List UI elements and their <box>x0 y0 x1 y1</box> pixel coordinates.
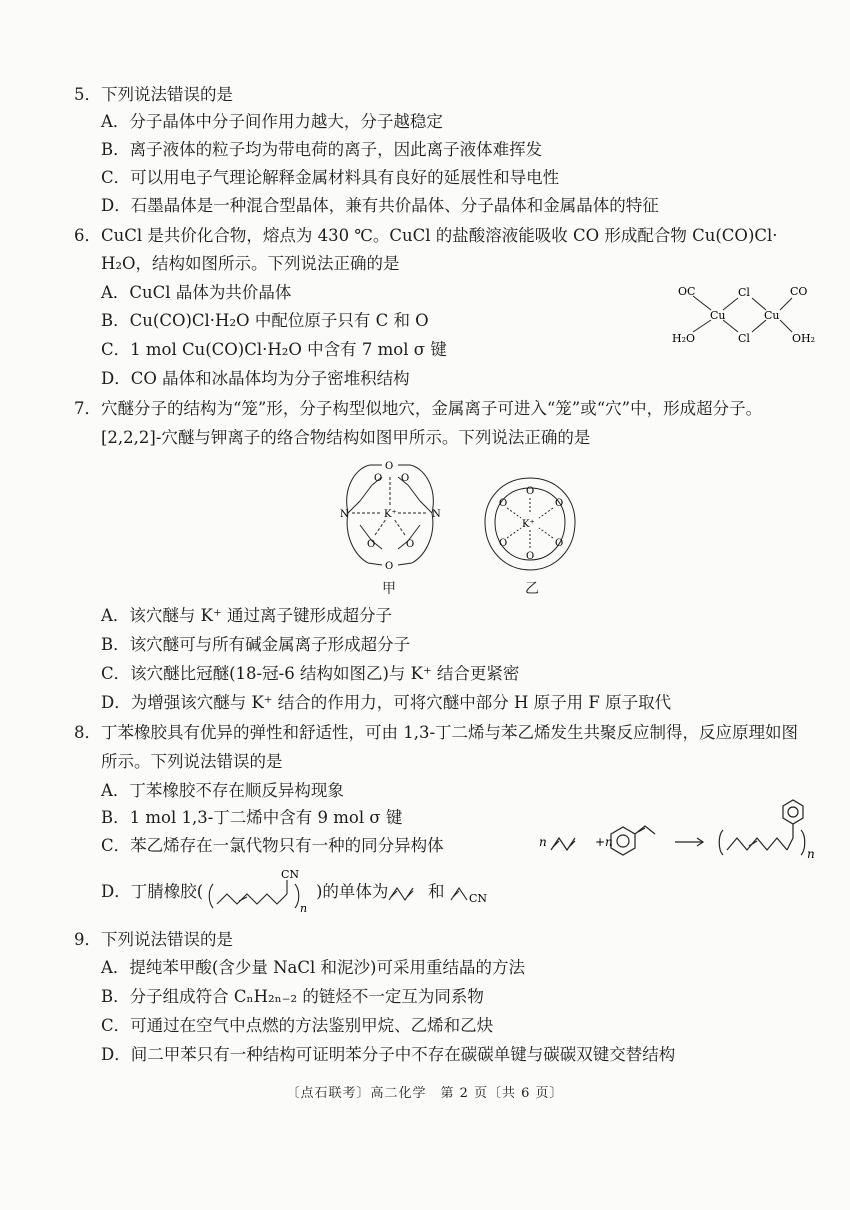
q6-option-c: C．1 mol Cu(CO)Cl·H₂O 中含有 7 mol σ 键 <box>101 340 447 359</box>
crown-ether-figure <box>475 470 585 580</box>
q9-stem: 9．下列说法错误的是 <box>74 930 233 949</box>
crown-o5: O <box>555 538 564 549</box>
cl-top-label: Cl <box>738 286 750 299</box>
q7-option-b: B．该穴醚可与所有碱金属离子形成超分子 <box>101 635 411 654</box>
q6-option-d: D．CO 晶体和冰晶体均为分子密堆积结构 <box>101 369 410 388</box>
cryptand-o6: O <box>385 561 394 572</box>
acrylonitrile-cn-label: CN <box>469 892 488 905</box>
h2o-left-label: H₂O <box>672 332 696 345</box>
q5-option-d: D．石墨晶体是一种混合型晶体，兼有共价晶体、分子晶体和金属晶体的特征 <box>101 196 659 215</box>
q7-option-a: A．该穴醚与 K⁺ 通过离子键形成超分子 <box>101 606 392 625</box>
crown-o6: O <box>526 551 535 562</box>
page-footer: 〔点石联考〕高二化学 第 2 页〔共 6 页〕 <box>286 1086 564 1101</box>
n-coefficient-styrene: +n <box>595 835 613 849</box>
q5-stem: 5．下列说法错误的是 <box>74 85 233 104</box>
n-subscript-polymer: n <box>807 847 815 861</box>
butadiene-monomer <box>385 882 425 904</box>
q9-option-a: A．提纯苯甲酸(含少量 NaCl 和泥沙)可采用重结晶的方法 <box>101 958 525 977</box>
cl-bottom-label: Cl <box>738 332 750 345</box>
cu-left-label: Cu <box>710 309 726 322</box>
oh2-right-label: OH₂ <box>792 332 816 345</box>
q9-option-d: D．间二甲苯只有一种结构可证明苯分子中不存在碳碳单键与碳碳双键交替结构 <box>101 1045 676 1064</box>
q8-option-b: B．1 mol 1,3-丁二烯中含有 9 mol σ 键 <box>101 808 403 827</box>
cryptand-o5: O <box>406 539 415 550</box>
q8-stem-line1: 8．丁苯橡胶具有优异的弹性和舒适性，可由 1,3-丁二烯与苯乙烯发生共聚反应制得，反应原理如图 <box>74 723 799 742</box>
nitrile-cn-label: CN <box>281 868 300 881</box>
nitrile-rubber-structure <box>205 866 317 916</box>
cu-right-label: Cu <box>764 309 780 322</box>
figure-yi-label: 乙 <box>525 581 539 597</box>
crown-o4: O <box>499 538 508 549</box>
cu-complex-structure <box>668 280 828 350</box>
copolymerization-scheme <box>535 780 825 870</box>
cryptand-o2: O <box>374 473 383 484</box>
co-label: CO <box>790 285 808 298</box>
q5-option-c: C．可以用电子气理论解释金属材料具有良好的延展性和导电性 <box>101 168 560 187</box>
q8-option-d-and: 和 <box>428 882 445 901</box>
crown-o1: O <box>526 486 535 497</box>
nitrile-n-subscript: n <box>300 902 308 915</box>
q7-stem-line1: 7．穴醚分子的结构为“笼”形，分子构型似地穴，金属离子可进入“笼”或“穴”中，形成超分子。 <box>74 399 763 418</box>
cryptand-o4: O <box>367 539 376 550</box>
acrylonitrile-monomer <box>447 880 497 906</box>
cryptand-o1: O <box>385 461 394 472</box>
q6-option-a: A．CuCl 晶体为共价晶体 <box>101 283 292 302</box>
q8-option-d-suffix: )的单体为 <box>316 882 389 901</box>
cryptand-n-right: N <box>432 509 441 520</box>
q8-option-a: A．丁苯橡胶不存在顺反异构现象 <box>101 781 344 800</box>
q9-option-c: C．可通过在空气中点燃的方法鉴别甲烷、乙烯和乙炔 <box>101 1016 494 1035</box>
q5-option-a: A．分子晶体中分子间作用力越大，分子越稳定 <box>101 112 443 131</box>
q6-stem-line2: H₂O，结构如图所示。下列说法正确的是 <box>101 254 400 273</box>
crown-o3: O <box>555 498 564 509</box>
oc-label: OC <box>678 285 696 298</box>
cryptand-figure <box>330 455 450 575</box>
cryptand-n-left: N <box>340 509 349 520</box>
crown-o2: O <box>499 498 508 509</box>
q8-option-d-prefix: D．丁腈橡胶( <box>101 882 204 901</box>
cryptand-k: K⁺ <box>384 509 397 520</box>
q8-option-c: C．苯乙烯存在一氯代物只有一种的同分异构体 <box>101 836 444 855</box>
q7-stem-line2: [2,2,2]-穴醚与钾离子的络合物结构如图甲所示。下列说法正确的是 <box>101 428 591 447</box>
q8-stem-line2: 所示。下列说法错误的是 <box>101 752 283 771</box>
q6-option-b: B．Cu(CO)Cl·H₂O 中配位原子只有 C 和 O <box>101 311 429 330</box>
q5-option-b: B．离子液体的粒子均为带电荷的离子，因此离子液体难挥发 <box>101 140 543 159</box>
q6-stem-line1: 6．CuCl 是共价化合物，熔点为 430 ℃。CuCl 的盐酸溶液能吸收 CO 形成配合物 Cu(CO)Cl· <box>74 226 778 245</box>
n-coefficient-butadiene: n <box>539 835 547 849</box>
q9-option-b: B．分子组成符合 CₙH₂ₙ₋₂ 的链烃不一定互为同系物 <box>101 987 484 1006</box>
crown-k: K⁺ <box>522 519 535 530</box>
q7-option-c: C．该穴醚比冠醚(18-冠-6 结构如图乙)与 K⁺ 结合更紧密 <box>101 664 520 683</box>
figure-jia-label: 甲 <box>382 581 396 597</box>
cryptand-o3: O <box>401 473 410 484</box>
q7-option-d: D．为增强该穴醚与 K⁺ 结合的作用力，可将穴醚中部分 H 原子用 F 原子取代 <box>101 693 672 712</box>
